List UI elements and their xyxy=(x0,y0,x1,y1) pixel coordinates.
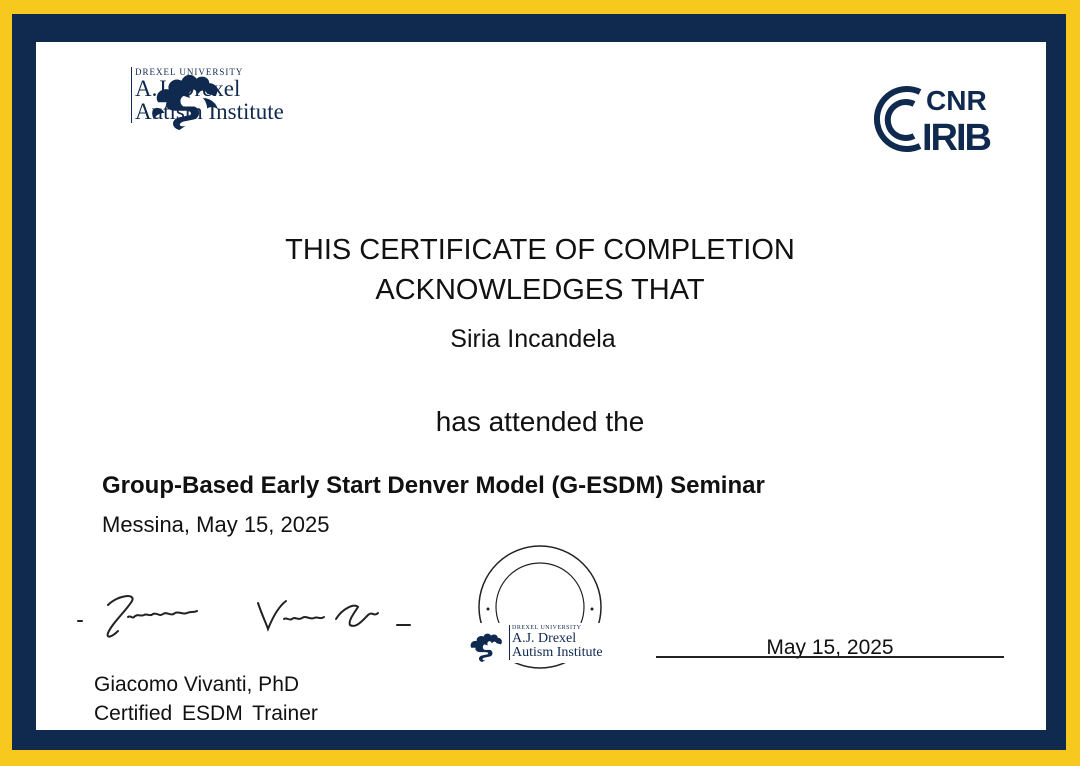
drexel-logo-text xyxy=(131,67,284,123)
certificate-title-line1: THIS CERTIFICATE OF COMPLETION xyxy=(285,234,795,266)
cnr-irib-logo xyxy=(862,82,1012,156)
handwritten-signature xyxy=(72,585,422,645)
recipient-name: Siria Incandela xyxy=(450,325,616,353)
seal-line2: Autism Institute xyxy=(512,645,603,660)
certificate-title xyxy=(0,230,1080,310)
seal-university-label: DREXEL UNIVERSITY xyxy=(512,625,582,631)
drexel-logo-line2: Autism Institute xyxy=(135,99,284,124)
seal-logo-text xyxy=(509,625,603,660)
signer-name: Giacomo Vivanti, PhD xyxy=(94,673,300,696)
attended-text: has attended the xyxy=(435,406,645,437)
certificate-title-line2: ACKNOWLEDGES THAT xyxy=(375,274,705,306)
cnr-logo-bottom: IRIB xyxy=(922,117,990,156)
signer-title: Certified ESDM Trainer xyxy=(94,702,318,725)
seal-line1: A.J. Drexel xyxy=(512,631,577,646)
seminar-title: Group-Based Early Start Denver Model (G-ESDM) Seminar xyxy=(102,472,765,499)
drexel-logo-line1: A.J. Drexel xyxy=(135,76,241,101)
drexel-university-label: DREXEL UNIVERSITY xyxy=(135,67,244,77)
date-line xyxy=(656,656,1004,658)
place-date: Messina, May 15, 2025 xyxy=(102,512,330,537)
cnr-logo-top: CNR xyxy=(926,85,987,116)
signature-date: May 15, 2025 xyxy=(766,636,894,659)
